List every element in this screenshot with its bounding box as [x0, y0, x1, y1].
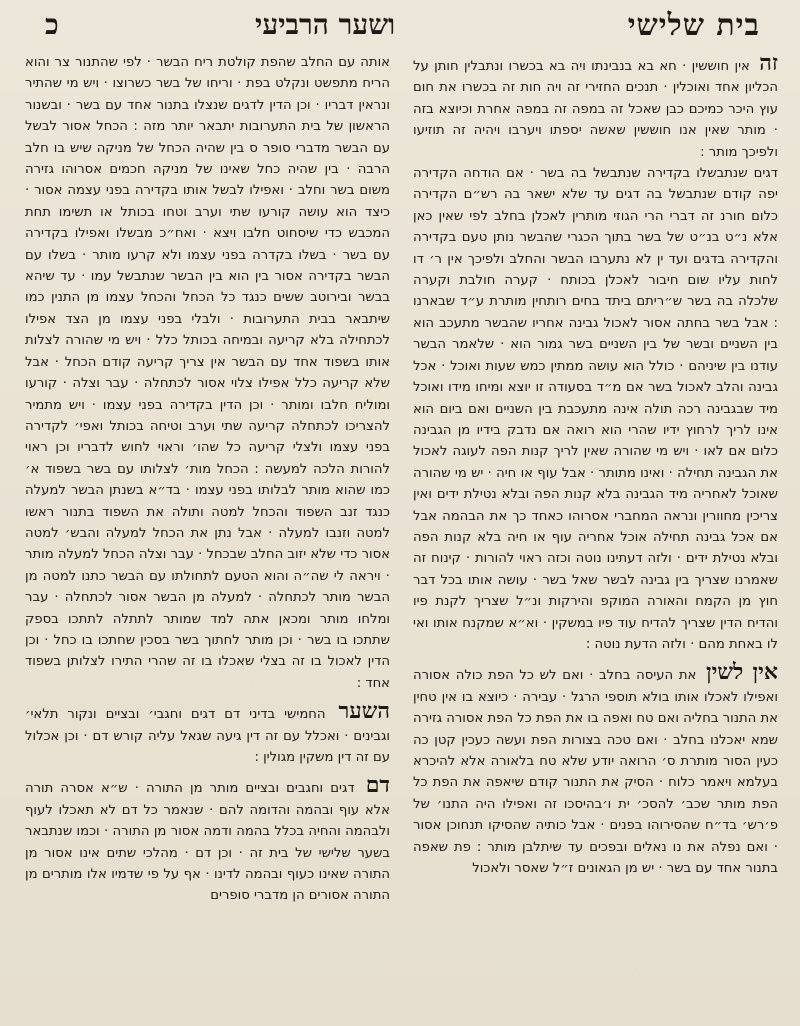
- opening-word: דם: [365, 772, 390, 799]
- opening-word: אין לשין: [706, 659, 778, 686]
- paragraph: [25, 700, 390, 768]
- paragraph-text: דגים וחגבים ובציים מותר מן התורה · ש״א אסרה תורה אלא עוף ובהמה והדומה להם · שנאמר כל דם לא תאכלו לעוף ולבהמה והחיה בכלל בהמה ודמה אסור מן התורה · וכמו שנתבאר בשער שלישי של בית זה · וכן דם · מהלכי שתים אינו אסור מן התורה שאינו כעוף ובהמה לדינו · אף על פי שדמיו אלו מותרים מן התורה אסורים הן מדברי סופרים: [25, 781, 390, 904]
- page-number: כ: [45, 8, 59, 41]
- left-text-column: [25, 52, 390, 1012]
- paragraph: [413, 163, 778, 655]
- paragraph: [25, 774, 390, 906]
- opening-word: השער: [338, 698, 390, 725]
- page-header: [0, 0, 800, 44]
- paragraph-text: אין חוששין · חא בא בנבינתו ויה בא בכשרו ונתבלין חותן על הכליון אחד ואוכלין · תנכים החזירי זה ויה חות זה בכשרו את חום עוץ היכר כמיכם כבן שאכל זה במפה זה במפה אחרת וכיוצא בזה · מותר שאין אנו חוששין שאשה יספתו ויערבו ויהיה זה תוזיעו ולפיכך מותר :: [413, 59, 778, 160]
- paragraph: [25, 52, 390, 694]
- paragraph-text: אותה עם החלב שהפת קולטת ריח הבשר · לפי שהתנור צר והוא הריח מתפשט ונקלט בפת · וריחו של בשר כשרוצו · ויש מי שהתיר ונראין דבריו · וכן הדין לדגים שנצלו בתנור אחד עם בשר · ובשנור הראשון של בית התערובות יתבאר יותר מזה : הכחל אסור לבשל עם הבשר מדברי סופר ס בין שהיה הכחל של מניקה שיש בו חלב הרבה · בין שהיה כחל שאינו של מניקה חכמים אסרוהו גזירה משום בשר וחלב · ואפילו לבשל אותו בקדירה בפני עצמה אסור · כיצד הוא עושה קורעו שתי וערב וטחו בכותל או תשימו תחת המכבש כדי שיסחוט חלבו ויצא · ואח״כ מבשלו ואפילו בקדירה עם בשר · בשלו בקדרה בפני עצמו ולא קרעו מותר · בשלו עם הבשר בקדירה אסור בין הוא בין הבשר שנתבשל עמו · עד שיהא בבשר ובירוטב ששים כנגד כל הכחל והכחל עצמו מן התנין כמו שיתבאר בבית התערובות · ולבלי בפני עצמו מן הצד אפילו לכתחילה בלא קריעה ובמיחה בכותל כלל · ויש מי שהורה לצלות אותו בשפוד אחד עם הבשר אין צריך קריעה קודם הכחל · אבל שלא קריעה כלל אפילו צלוי אסור לכתחלה · עבר וצלה · קורעו ומוליח חלבו ומותר · וכן הדין בקדירה בפני עצמו · ויש מתמיר להצריכו לכתחלה קריעה שתי וערב וטיחה בכותל ואפי׳ לקדירה בפני עצמו ולצלי קריעה כל שהו׳ וראוי לחוש לדבריו וכן ראוי להורות הלכה למעשה : הכחל מות׳ לצלותו עם בשר בשפוד א׳ כמו שהוא מותר לבלותו בפני עצמו · בד״א בשנתן הבשר למעלה כנגד זנב השפוד והכחל למטה ותולה את השפוד בתנור ראשו למטה וזנבו למעלה · אבל נתן את הכחל למעלה והבש׳ למטה אסור כדי שלא יזוב החלב שבכחל · עבר וצלה הכחל למעלה מותר · ויראה לי שה״ה והוא הטעם לתחולתו עם הבשר כתנו למטה מן הבשר מותר לכתחלה · למעלה מן הבשר אסור לכתחלה · עבר ומלחו מותר ומכאן אתה למד שמותר לתתלה לתתכו בספק שתתכו בו בשר · וכן מותר לחתוך בשר בסכין שחתכו בו כחל · וכן הדין לאכול בו זה בצלי שאכלו בו זה שהרי התירו לצלותן בשפוד אחד :: [25, 55, 390, 691]
- running-title-right: בית שלישי: [627, 8, 760, 43]
- paragraph: [413, 52, 778, 163]
- paragraph-text: את העיסה בחלב · ואם לש כל הפת כולה אסורה ואפילו לאכלו אותו בולא תוספי הרגל · עבירה · כיוצא בו אין טחין את התנור בחליה ואם טח ואפה בו את הפת כל הפת אסורה גזירה שמא יאכלנו בחלב · ואם טכה בצורות הפת ועשה כעכין קטן כה כעין הסור מותרת ס׳ הרואה יודע שלא טח בלאורה אלא להיכרא בעלמא ויאמר כלוח · הסיק את התנור קודם שיאפה את הפת כל הפת מותר שכב׳ להסכ׳ ית ו׳בהיסכו זה ואפילו היה התנו׳ של פ׳רש׳ בד״ח שהסירוהו בפנים · אבל כותיה שהסיקו תנחוכן אסור · ואם נפלה את נו נאלים ובפכים עד שיתלבן מותר : פת שאפה בתנור אחד עם בשר · יש מן הגאונים ז״ל שאסר ולאכול: [413, 668, 778, 877]
- running-title-left: ושער הרביעי: [255, 8, 396, 41]
- paragraph-text: דגים שנתבשלו בקדירה שנתבשל בה בשר · אם הודחה הקדירה יפה קודם שנתבשל בה דגים עד שלא ישאר בה רש״ם הקדירה כלום חורנ זה דברי הרי הגוזי מותרין לאכלן בחלב לפי שאין כאן אלא נ״ט בנ״ט של בשר בתוך הכגרי שהבשר נותן טעם בקדירה והקדירה בדגים ועד ין לא נתערבו הבשר והחלב ולפיכך אין ר׳ דו לחות עליו שום חיבור לאכלן בכותח · קערה חולבת וקערה שלכלה בה בשר ש״ריתם ביתד בחים רותחין מותרת ע״ד שבארנו : אבל בשר בחתה אסור לאכול גבינה אחריו שהבשר מתעכב הוא בין השניים ובשר של בין השניים בשר גמור הוא · שלאמר הבשר עודנו בין שיניהם · כולל הוא עושה ממתין כמש שעות ואוכל · אכל גבינה והלב לאכול בשר אם מ״ד בסעודה זו יוצא ומיחו מידו ואוכל מיד שבגבינה רכה תולה אינה מתעכבת בין השניים ואם ביום הוא אינו לריך לרחוץ ידיו שהרי הוא רואה אם נדבק בידיו מן הגבינה כלום אם לאו · ויש מי שהורה שאין לריך קנות הפה לעוגה לאכול את הגבינה תחילה · ואינו מתותר · אבל עוף או חיה · יש מי שהורה שאוכל לאחריה מיד הגבינה בלא קנות הפה ובלא נטילת ידים ואין צריכין מחוורין ונראה המחברי אסרוהו כאחד כך את הבהמה אבל אם אכל גבינה תחילה אוכל אחריה עוף או חיה בלא קנות הפה ובלא נטילת ידים · ולזה דעתינו נוטה וכזה ראוי להורות · קינוח זה שאמרנו שצריך בין גבינה לבשר שאל בשר · עושה אותו בכל דבר חוץ מן הקמח והאורה המוקפ והירקות ונ״ל שצריך לקנת פיו והדיח הדין שצריך להדיח עוד פיו במשקין · וא״א שמקנח אותו ואי לו באחת מהם · ולזה הדעת נוטה :: [413, 166, 778, 652]
- opening-word: זה: [759, 52, 778, 76]
- right-text-column: [413, 52, 778, 1012]
- paragraph: [413, 661, 778, 879]
- paragraph-text: החמישי בדיני דם דגים וחגבי׳ ובציים ונקור תלאי׳ וגבינים · ואכלל עם זה דין גיעה שגאל עליה קורש דם · וכן אכלול עם זה דין משקין מגולין :: [25, 707, 390, 765]
